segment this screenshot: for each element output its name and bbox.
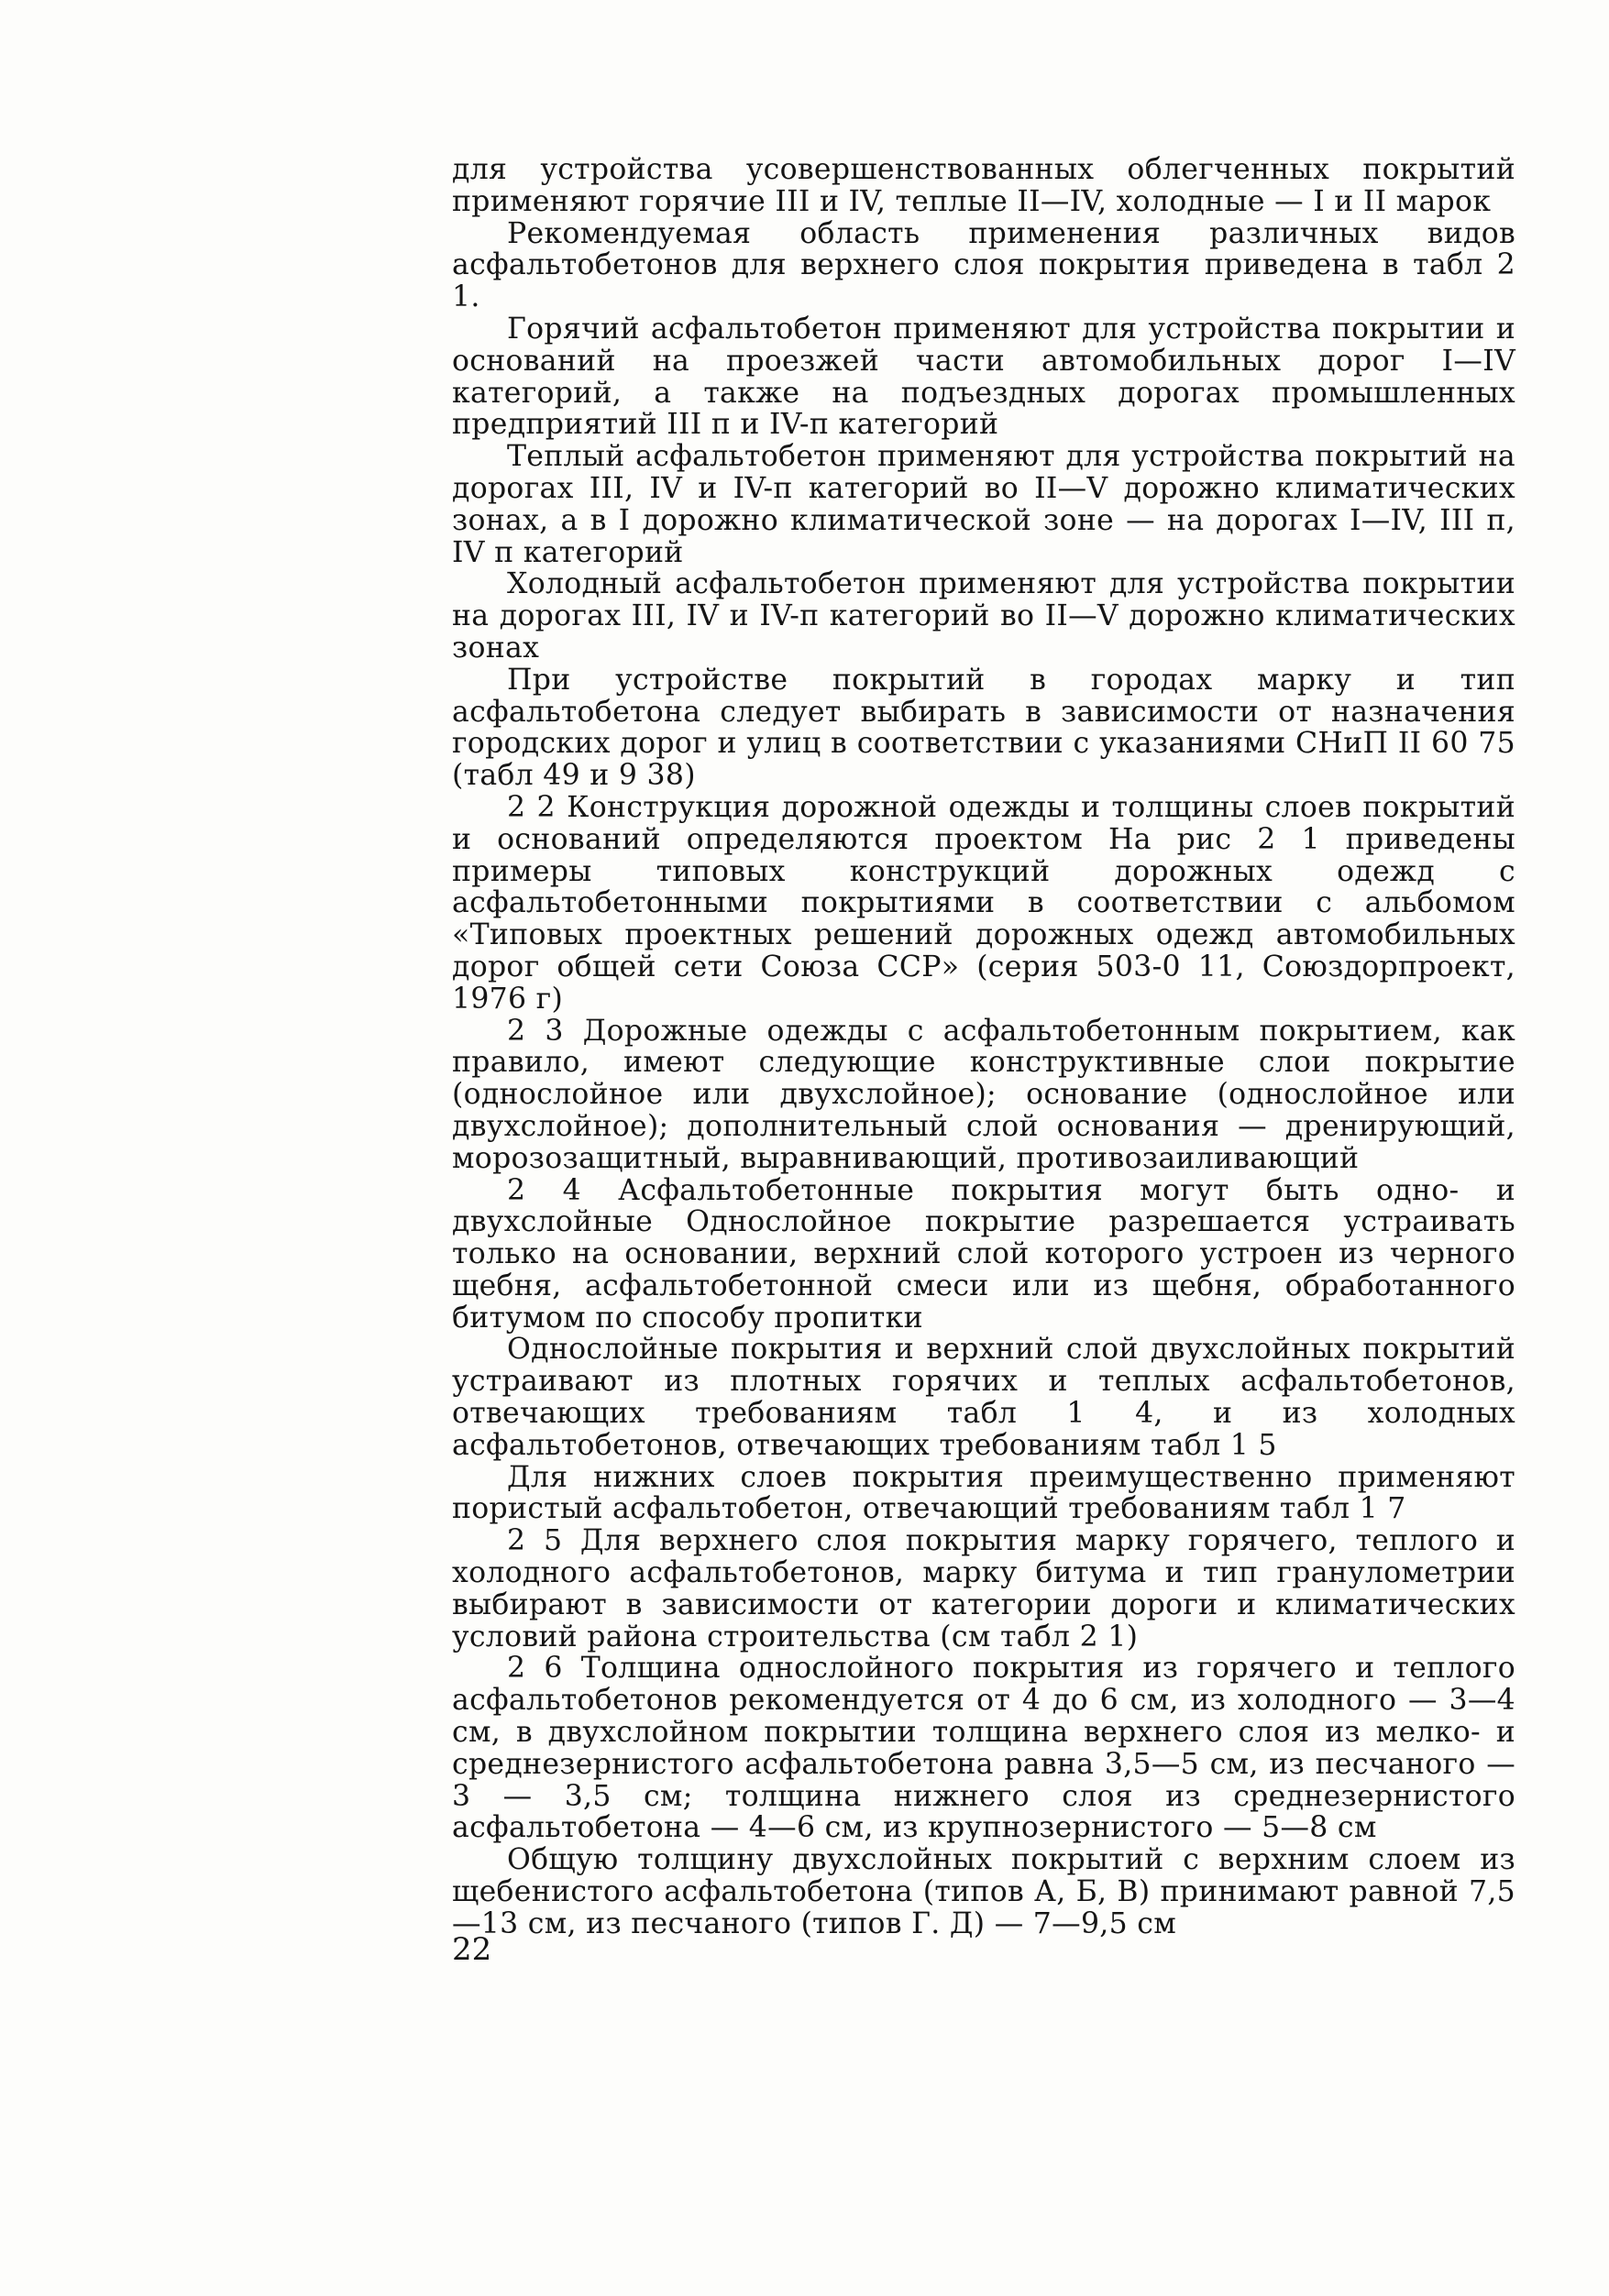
paragraph: Для нижних слоев покрытия преимущественно применяют пористый асфальтобетон, отвечающий требованиям табл 1 7: [452, 1460, 1515, 1526]
paragraph: При устройстве покрытий в городах марку и тип асфальтобетона следует выбирать в зависимости от назначения городских дорог и улиц в соответствии с указаниями СНиП II 60 75 (табл 49 и 9 38): [452, 663, 1515, 793]
paragraph: Горячий асфальтобетон применяют для устройства покрытии и оснований на проезжей части автомобильных дорог I—IV категорий, а также на подъездных дорогах промышленных предприятий III п и IV-п категорий: [452, 312, 1515, 442]
paragraph-section-2-6: 2 6 Толщина однослойного покрытия из горячего и теплого асфальтобетонов рекомендуется от 4 до 6 см, из холодного — 3—4 см, в двухслойном покрытии толщина верхнего слоя из мелко- и среднезернистого асфальтобетона равна 3,5—5 см, из песчаного — 3 — 3,5 см; толщина нижнего слоя из среднезернистого асфальтобетона — 4—6 см, из крупнозернистого — 5—8 см: [452, 1652, 1515, 1845]
paragraph: Теплый асфальтобетон применяют для устройства покрытий на дорогах III, IV и IV-п категорий во II—V дорожно климатических зонах, а в I дорожно климатической зоне — на дорогах I—IV, III п, IV п категорий: [452, 440, 1515, 569]
body-text: [452, 154, 1515, 1940]
paragraph-continuation: для устройства усовершенствованных облегченных покрытий применяют горячие III и IV, теплые II—IV, холодные — I и II марок: [452, 153, 1515, 218]
paragraph: Однослойные покрытия и верхний слой двухслойных покрытий устраивают из плотных горячих и теплых асфальтобетонов, отвечающих требованиям табл 1 4, и из холодных асфальтобетонов, отвечающих требованиям табл 1 5: [452, 1333, 1515, 1462]
paragraph-section-2-3: 2 3 Дорожные одежды с асфальтобетонным покрытием, как правило, имеют следующие конструктивные слои покрытие (однослойное или двухслойное); основание (однослойное или двухслойное); дополнительный слой основания — дренирующий, морозозащитный, выравнивающий, противозаиливающий: [452, 1014, 1515, 1175]
page-number: 22: [452, 1931, 492, 1968]
paragraph: Холодный асфальтобетон применяют для устройства покрытии на дорогах III, IV и IV-п категорий во II—V дорожно климатических зонах: [452, 567, 1515, 665]
paragraph: Общую толщину двухслойных покрытий с верхним слоем из щебенистого асфальтобетона (типов А, Б, В) принимают равной 7,5—13 см, из песчаного (типов Г. Д) — 7—9,5 см: [452, 1843, 1515, 1940]
paragraph-section-2-2: 2 2 Конструкция дорожной одежды и толщины слоев покрытий и оснований определяются проектом На рис 2 1 приведены примеры типовых конструкций дорожных одежд с асфальтобетонными покрытиями в соответствии с альбомом «Типовых проектных решений дорожных одежд автомобильных дорог общей сети Союза ССР» (серия 503-0 11, Союздорпроект, 1976 г): [452, 790, 1515, 1016]
paragraph: Рекомендуемая область применения различных видов асфальтобетонов для верхнего слоя покрытия приведена в табл 2 1.: [452, 216, 1515, 314]
paragraph-section-2-5: 2 5 Для верхнего слоя покрытия марку горячего, теплого и холодного асфальтобетонов, марку битума и тип гранулометрии выбирают в зависимости от категории дороги и климатических условий района строительства (см табл 2 1): [452, 1524, 1515, 1653]
paragraph-section-2-4: 2 4 Асфальтобетонные покрытия могут быть одно- и двухслойные Однослойное покрытие разрешается устраивать только на основании, верхний слой которого устроен из черного щебня, асфальтобетонной смеси или из щебня, обработанного битумом по способу пропитки: [452, 1173, 1515, 1335]
